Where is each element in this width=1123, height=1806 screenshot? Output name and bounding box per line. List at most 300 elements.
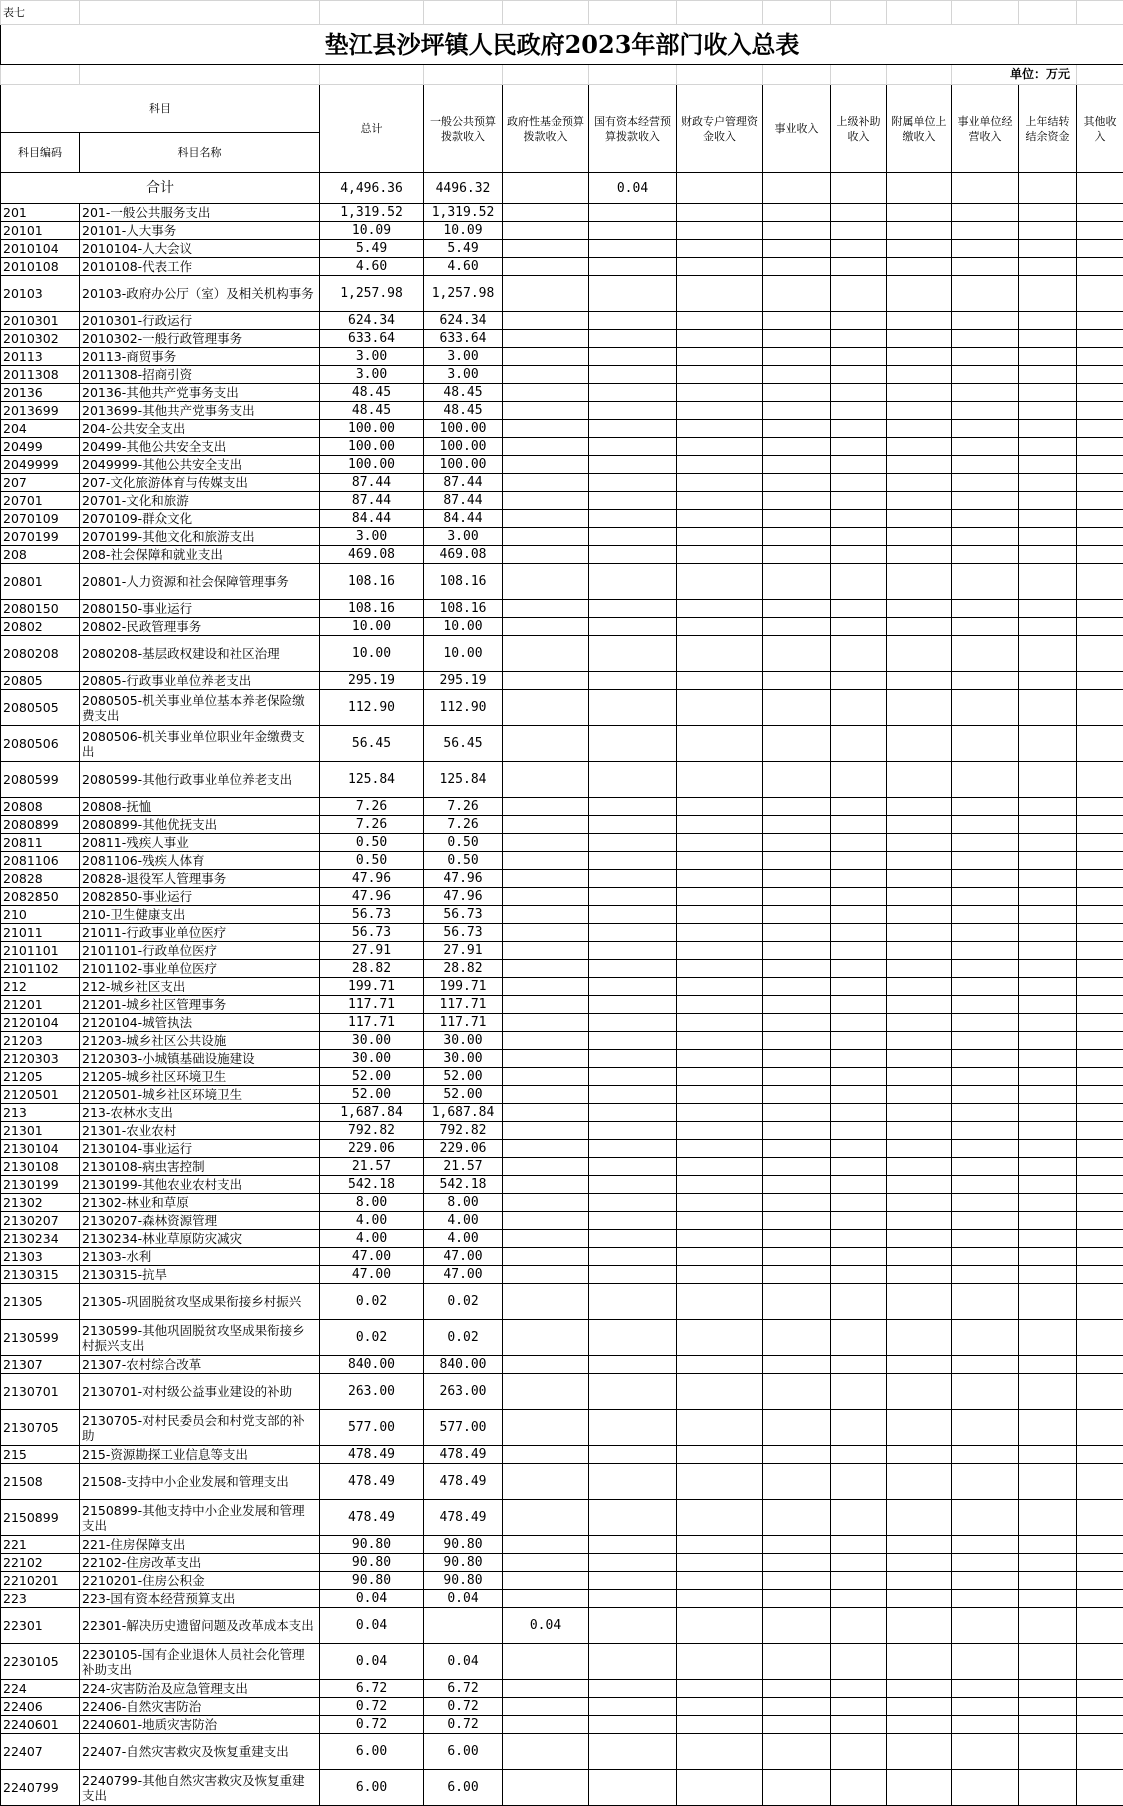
empty-cell [677, 1644, 763, 1680]
header-general-budget: 一般公共预算拨款收入 [424, 85, 503, 173]
general-budget-amount: 28.82 [424, 960, 503, 978]
empty-cell [831, 1158, 887, 1176]
empty-cell [677, 348, 763, 366]
general-budget-amount: 47.96 [424, 870, 503, 888]
gov-fund-amount [503, 1716, 589, 1734]
empty-cell [887, 762, 952, 798]
total-amount: 0.04 [320, 1644, 424, 1680]
empty-cell [952, 474, 1019, 492]
subject-code: 21203 [1, 1032, 80, 1050]
subject-code: 221 [1, 1536, 80, 1554]
empty-cell [1019, 474, 1077, 492]
empty-cell [763, 1032, 831, 1050]
general-budget-amount: 840.00 [424, 1356, 503, 1374]
empty-cell [589, 852, 677, 870]
empty-cell [1077, 1122, 1123, 1140]
empty-cell [763, 510, 831, 528]
empty-cell [831, 438, 887, 456]
empty-cell [887, 1194, 952, 1212]
empty-cell [677, 1320, 763, 1356]
empty-cell [677, 276, 763, 312]
header-name: 科目名称 [80, 133, 320, 173]
empty-cell [887, 618, 952, 636]
empty-cell [831, 510, 887, 528]
table-row [1, 672, 1123, 690]
empty-cell [589, 312, 677, 330]
general-budget-amount: 4.00 [424, 1212, 503, 1230]
subject-code: 2013699 [1, 402, 80, 420]
table-row [1, 1122, 1123, 1140]
empty-cell [677, 1464, 763, 1500]
subject-code: 2130104 [1, 1140, 80, 1158]
empty-cell [831, 762, 887, 798]
empty-cell [677, 420, 763, 438]
subject-code: 21205 [1, 1068, 80, 1086]
empty-cell [887, 258, 952, 276]
table-row [1, 204, 1123, 222]
empty-cell [1077, 312, 1123, 330]
empty-cell [887, 942, 952, 960]
gov-fund-amount [503, 1734, 589, 1770]
empty-cell [589, 222, 677, 240]
empty-cell [831, 600, 887, 618]
table-row [1, 1734, 1123, 1770]
table-row [1, 1572, 1123, 1590]
empty-cell [952, 672, 1019, 690]
empty-cell [831, 1608, 887, 1644]
subject-code: 2080506 [1, 726, 80, 762]
general-budget-amount: 8.00 [424, 1194, 503, 1212]
empty-cell [1019, 564, 1077, 600]
empty-cell [1077, 1716, 1123, 1734]
empty-cell [1077, 852, 1123, 870]
empty-cell [677, 870, 763, 888]
table-row [1, 366, 1123, 384]
gov-fund-amount [503, 1698, 589, 1716]
general-budget-amount: 30.00 [424, 1050, 503, 1068]
empty-cell [887, 474, 952, 492]
total-amount: 0.72 [320, 1698, 424, 1716]
empty-cell [952, 1140, 1019, 1158]
subject-name: 22102-住房改革支出 [80, 1554, 320, 1572]
empty-cell [887, 1320, 952, 1356]
empty-cell [952, 276, 1019, 312]
empty-cell [1077, 600, 1123, 618]
subject-code: 2130315 [1, 1266, 80, 1284]
empty-cell [952, 222, 1019, 240]
gov-fund-amount [503, 1014, 589, 1032]
empty-cell [952, 1014, 1019, 1032]
empty-cell [831, 1266, 887, 1284]
general-budget-amount: 7.26 [424, 798, 503, 816]
subject-code: 20701 [1, 492, 80, 510]
empty-cell [887, 1104, 952, 1122]
empty-cell [887, 1464, 952, 1500]
empty-cell [1077, 798, 1123, 816]
empty-cell [887, 1608, 952, 1644]
total-amount: 10.00 [320, 636, 424, 672]
empty-cell [763, 1608, 831, 1644]
table-number: 表七 [1, 1, 80, 25]
general-budget-amount: 56.73 [424, 924, 503, 942]
gov-fund-amount [503, 1500, 589, 1536]
empty-cell [831, 1698, 887, 1716]
empty-cell [763, 330, 831, 348]
total-amount: 478.49 [320, 1500, 424, 1536]
empty-cell [1077, 1572, 1123, 1590]
general-budget-amount: 3.00 [424, 348, 503, 366]
empty-cell [952, 1446, 1019, 1464]
empty-cell [589, 1176, 677, 1194]
general-budget-amount: 1,257.98 [424, 276, 503, 312]
empty-cell [831, 1248, 887, 1266]
empty-cell [763, 1140, 831, 1158]
empty-cell [1019, 1446, 1077, 1464]
empty-cell [887, 1770, 952, 1806]
empty-cell [831, 798, 887, 816]
empty-cell [589, 834, 677, 852]
empty-cell [677, 978, 763, 996]
gov-fund-amount [503, 402, 589, 420]
empty-cell [589, 870, 677, 888]
empty-cell [887, 1590, 952, 1608]
empty-cell [589, 618, 677, 636]
subject-name: 20801-人力资源和社会保障管理事务 [80, 564, 320, 600]
subject-code: 22102 [1, 1554, 80, 1572]
subject-name: 2080599-其他行政事业单位养老支出 [80, 762, 320, 798]
subject-name: 201-一般公共服务支出 [80, 204, 320, 222]
general-budget-amount: 0.02 [424, 1284, 503, 1320]
empty-cell [589, 438, 677, 456]
empty-cell [677, 1500, 763, 1536]
table-row [1, 492, 1123, 510]
empty-cell [952, 1194, 1019, 1212]
subject-name: 21201-城乡社区管理事务 [80, 996, 320, 1014]
empty-cell [887, 1032, 952, 1050]
total-amount: 108.16 [320, 600, 424, 618]
subject-name: 204-公共安全支出 [80, 420, 320, 438]
gov-fund-amount [503, 1554, 589, 1572]
empty-cell [1077, 978, 1123, 996]
empty-cell [952, 636, 1019, 672]
empty-cell [1019, 1248, 1077, 1266]
empty-cell [677, 1230, 763, 1248]
table-row [1, 1644, 1123, 1680]
empty-cell [1077, 1104, 1123, 1122]
total-row [1, 173, 1123, 204]
total-amount: 52.00 [320, 1068, 424, 1086]
empty-cell [589, 1464, 677, 1500]
empty-cell [952, 1104, 1019, 1122]
empty-cell [1077, 1140, 1123, 1158]
empty-cell [1019, 1176, 1077, 1194]
total-amount: 633.64 [320, 330, 424, 348]
empty-cell [952, 942, 1019, 960]
gov-fund-amount [503, 870, 589, 888]
empty-cell [677, 366, 763, 384]
table-row [1, 798, 1123, 816]
general-budget-amount: 792.82 [424, 1122, 503, 1140]
empty-cell [831, 222, 887, 240]
empty-cell [887, 438, 952, 456]
total-amount: 6.72 [320, 1680, 424, 1698]
total-amount: 5.49 [320, 240, 424, 258]
gov-fund-amount [503, 546, 589, 564]
total-amount: 199.71 [320, 978, 424, 996]
empty-cell [677, 1590, 763, 1608]
empty-cell [677, 762, 763, 798]
empty-cell [887, 510, 952, 528]
empty-cell [589, 1266, 677, 1284]
empty-cell [1077, 672, 1123, 690]
empty-cell [763, 348, 831, 366]
total-amount: 90.80 [320, 1536, 424, 1554]
empty-cell [1077, 924, 1123, 942]
empty-cell [1019, 960, 1077, 978]
header-code: 科目编码 [1, 133, 80, 173]
empty-cell [1077, 1194, 1123, 1212]
table-row [1, 1176, 1123, 1194]
total-amount: 792.82 [320, 1122, 424, 1140]
empty-cell [677, 1770, 763, 1806]
subject-code: 2240601 [1, 1716, 80, 1734]
empty-cell [763, 906, 831, 924]
empty-cell [887, 1248, 952, 1266]
empty-cell [831, 456, 887, 474]
subject-name: 22301-解决历史遗留问题及改革成本支出 [80, 1608, 320, 1644]
empty-cell [677, 1716, 763, 1734]
empty-cell [952, 1680, 1019, 1698]
empty-cell [589, 888, 677, 906]
empty-cell [831, 960, 887, 978]
total-amount: 87.44 [320, 492, 424, 510]
empty-cell [952, 1464, 1019, 1500]
subject-name: 21305-巩固脱贫攻坚成果衔接乡村振兴 [80, 1284, 320, 1320]
empty-cell [589, 348, 677, 366]
general-budget-amount: 6.72 [424, 1680, 503, 1698]
total-amount: 56.45 [320, 726, 424, 762]
subject-code: 2130199 [1, 1176, 80, 1194]
empty-cell [763, 312, 831, 330]
empty-cell [952, 1716, 1019, 1734]
empty-cell [589, 1320, 677, 1356]
subject-name: 2080899-其他优抚支出 [80, 816, 320, 834]
gov-fund-amount [503, 1536, 589, 1554]
empty-cell [763, 996, 831, 1014]
empty-cell [887, 996, 952, 1014]
empty-cell [589, 1122, 677, 1140]
empty-cell [1019, 1464, 1077, 1500]
table-row [1, 906, 1123, 924]
empty-cell [952, 834, 1019, 852]
general-budget-amount: 117.71 [424, 996, 503, 1014]
empty-cell [1077, 1464, 1123, 1500]
empty-cell [1019, 870, 1077, 888]
general-budget-amount: 199.71 [424, 978, 503, 996]
general-budget-amount: 30.00 [424, 1032, 503, 1050]
empty-cell [589, 276, 677, 312]
empty-cell [952, 1320, 1019, 1356]
empty-cell [589, 1644, 677, 1680]
subject-name: 2120104-城管执法 [80, 1014, 320, 1032]
empty-cell [1019, 1590, 1077, 1608]
table-row [1, 474, 1123, 492]
empty-cell [952, 1050, 1019, 1068]
empty-cell [1077, 204, 1123, 222]
table-row [1, 456, 1123, 474]
subject-code: 2230105 [1, 1644, 80, 1680]
empty-cell [589, 1158, 677, 1176]
subject-code: 207 [1, 474, 80, 492]
empty-cell [1019, 618, 1077, 636]
empty-cell [887, 726, 952, 762]
empty-cell [952, 978, 1019, 996]
empty-cell [831, 546, 887, 564]
empty-cell [1077, 1230, 1123, 1248]
empty-cell [589, 1050, 677, 1068]
empty-cell [677, 726, 763, 762]
gov-fund-amount [503, 726, 589, 762]
empty-cell [677, 492, 763, 510]
total-amount: 47.00 [320, 1248, 424, 1266]
empty-cell [589, 1212, 677, 1230]
empty-cell [763, 420, 831, 438]
empty-cell [763, 276, 831, 312]
gov-fund-amount [503, 330, 589, 348]
subject-code: 2070109 [1, 510, 80, 528]
subject-name: 20802-民政管理事务 [80, 618, 320, 636]
total-amount: 6.00 [320, 1734, 424, 1770]
table-row [1, 1032, 1123, 1050]
empty-cell [952, 996, 1019, 1014]
empty-cell [677, 942, 763, 960]
gov-fund-amount [503, 474, 589, 492]
empty-cell [1077, 402, 1123, 420]
empty-cell [677, 1554, 763, 1572]
empty-cell [952, 1374, 1019, 1410]
empty-cell [952, 1266, 1019, 1284]
gov-fund-amount [503, 1140, 589, 1158]
header-business-income: 事业收入 [763, 85, 831, 173]
total-amount: 47.96 [320, 870, 424, 888]
empty-cell [887, 1176, 952, 1194]
empty-cell [831, 924, 887, 942]
total-value [1019, 173, 1077, 204]
total-amount: 0.04 [320, 1608, 424, 1644]
empty-cell [1019, 1194, 1077, 1212]
empty-cell [1019, 312, 1077, 330]
empty-cell [952, 1572, 1019, 1590]
gov-fund-amount [503, 1032, 589, 1050]
subject-code: 2130599 [1, 1320, 80, 1356]
table-row [1, 816, 1123, 834]
table-row [1, 1374, 1123, 1410]
empty-cell [831, 726, 887, 762]
empty-cell [952, 348, 1019, 366]
empty-cell [589, 1410, 677, 1446]
empty-cell [589, 1590, 677, 1608]
table-row [1, 636, 1123, 672]
total-amount: 87.44 [320, 474, 424, 492]
general-budget-amount: 21.57 [424, 1158, 503, 1176]
empty-cell [1077, 1248, 1123, 1266]
empty-cell [952, 204, 1019, 222]
empty-cell [677, 1374, 763, 1410]
general-budget-amount: 577.00 [424, 1410, 503, 1446]
subject-code: 20808 [1, 798, 80, 816]
empty-cell [1019, 1230, 1077, 1248]
empty-cell [887, 1680, 952, 1698]
empty-cell [763, 1734, 831, 1770]
empty-cell [1019, 1140, 1077, 1158]
subject-code: 210 [1, 906, 80, 924]
total-amount: 30.00 [320, 1032, 424, 1050]
subject-code: 2120501 [1, 1086, 80, 1104]
empty-cell [887, 852, 952, 870]
empty-cell [677, 1140, 763, 1158]
gov-fund-amount [503, 240, 589, 258]
subject-name: 2010301-行政运行 [80, 312, 320, 330]
gov-fund-amount [503, 1194, 589, 1212]
empty-cell [887, 1284, 952, 1320]
general-budget-amount: 0.02 [424, 1320, 503, 1356]
empty-cell [1077, 1068, 1123, 1086]
empty-cell [887, 312, 952, 330]
general-budget-amount: 100.00 [424, 420, 503, 438]
general-budget-amount: 52.00 [424, 1068, 503, 1086]
total-value: 4496.32 [424, 173, 503, 204]
empty-cell [589, 204, 677, 222]
empty-cell [1077, 1410, 1123, 1446]
subject-name: 2049999-其他公共安全支出 [80, 456, 320, 474]
table-row [1, 888, 1123, 906]
empty-cell [952, 1248, 1019, 1266]
empty-cell [1019, 456, 1077, 474]
empty-cell [1019, 258, 1077, 276]
empty-cell [589, 1248, 677, 1266]
empty-cell [1019, 330, 1077, 348]
empty-cell [1077, 1284, 1123, 1320]
empty-cell [763, 942, 831, 960]
gov-fund-amount [503, 384, 589, 402]
subject-code: 2130207 [1, 1212, 80, 1230]
empty-cell [952, 1086, 1019, 1104]
empty-cell [763, 492, 831, 510]
table-row [1, 960, 1123, 978]
empty-cell [763, 1122, 831, 1140]
empty-cell [589, 564, 677, 600]
header-operating-income: 事业单位经营收入 [952, 85, 1019, 173]
empty-cell [1077, 1536, 1123, 1554]
empty-cell [887, 906, 952, 924]
gov-fund-amount [503, 1410, 589, 1446]
subject-name: 223-国有资本经营预算支出 [80, 1590, 320, 1608]
empty-cell [1019, 276, 1077, 312]
page-title: 垫江县沙坪镇人民政府2023年部门收入总表 [1, 25, 1123, 65]
empty-cell [1019, 1284, 1077, 1320]
empty-cell [589, 1140, 677, 1158]
general-budget-amount: 542.18 [424, 1176, 503, 1194]
empty-cell [763, 852, 831, 870]
empty-cell [589, 1554, 677, 1572]
empty-cell [589, 1608, 677, 1644]
subject-code: 20499 [1, 438, 80, 456]
total-amount: 7.26 [320, 798, 424, 816]
empty-cell [763, 1230, 831, 1248]
empty-cell [887, 1212, 952, 1230]
total-value: 0.04 [589, 173, 677, 204]
empty-cell [763, 834, 831, 852]
